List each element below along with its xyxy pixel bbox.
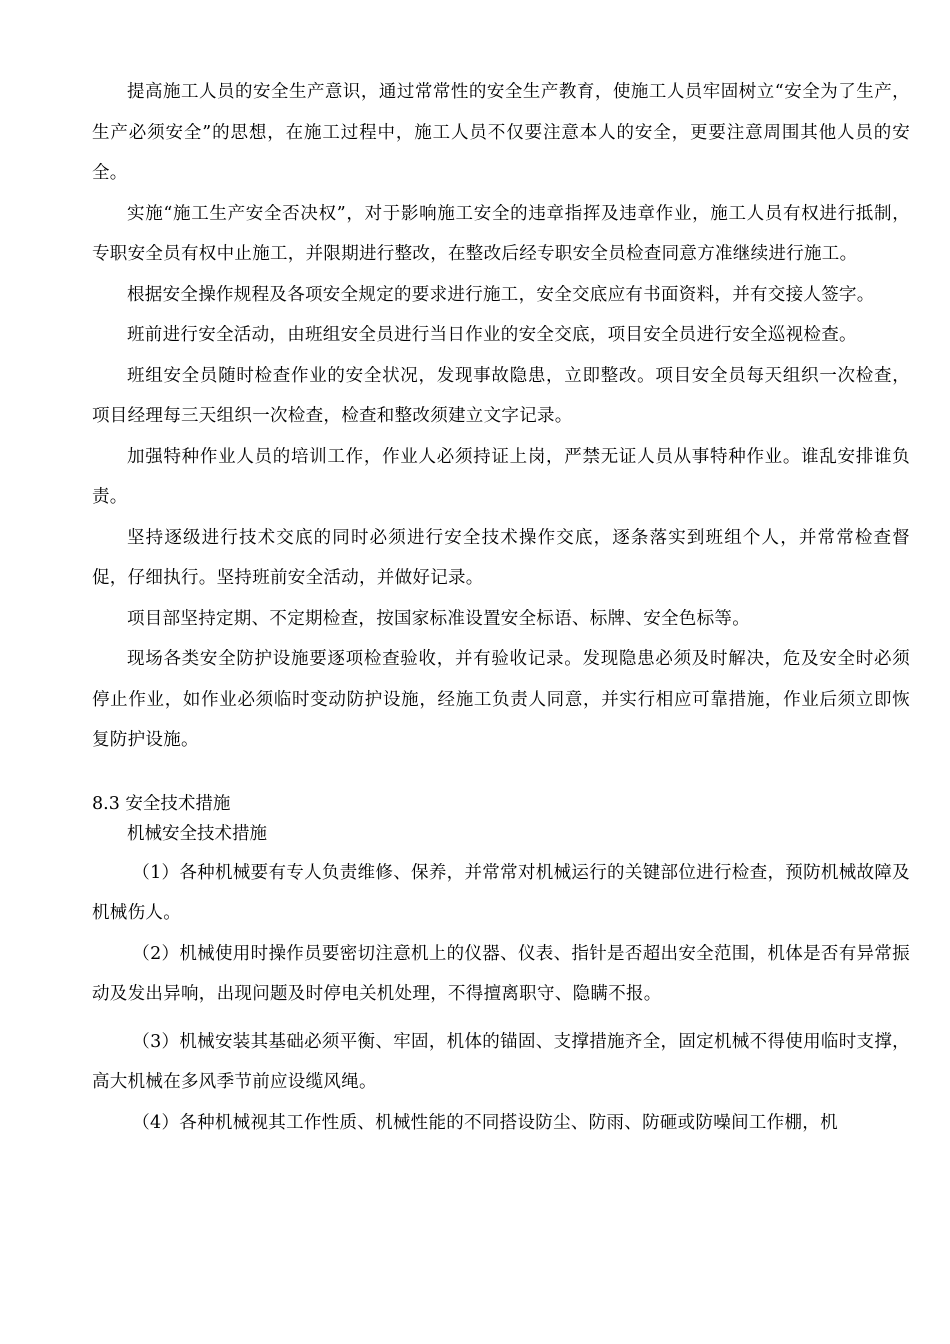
spacer [92,1015,910,1022]
paragraph-safety-veto: 实施“施工生产安全否决权”，对于影响施工安全的违章指挥及违章作业，施工人员有权进行抵制，专职安全员有权中止施工，并限期进行整改，在整改后经专职安全员检查同意方准继续进行施工。 [92,203,910,264]
list-item: （3）机械安装其基础必须平衡、牢固，机体的锚固、支撑措施齐全，固定机械不得使用临时支撑，高大机械在多风季节前应设缆风绳。 [92,1031,910,1092]
paragraph-pre-shift-activity: 班前进行安全活动，由班组安全员进行当日作业的安全交底，项目安全员进行安全巡视检查。 [127,325,857,345]
paragraph-inspection: 班组安全员随时检查作业的安全状况，发现事故隐患，立即整改。项目安全员每天组织一次检查，项目经理每三天组织一次检查，检查和整改须建立文字记录。 [92,365,910,426]
paragraph-technical-briefing: 坚持逐级进行技术交底的同时必须进行安全技术操作交底，逐条落实到班组个人，并常常检查督促，仔细执行。坚持班前安全活动，并做好记录。 [92,527,910,588]
section-subheading: 机械安全技术措施 [127,823,267,844]
paragraph-special-operations: 加强特种作业人员的培训工作，作业人必须持证上岗，严禁无证人员从事特种作业。谁乱安排谁负责。 [92,446,910,507]
paragraph-protective-facilities: 现场各类安全防护设施要逐项检查验收，并有验收记录。发现隐患必须及时解决，危及安全时必须停止作业，如作业必须临时变动防护设施，经施工负责人同意，并实行相应可靠措施，作业后须立即恢复防护设施。 [92,649,910,750]
list-item: （4）各种机械视其工作性质、机械性能的不同搭设防尘、防雨、防砸或防噪间工作棚，机 [132,1112,838,1133]
paragraph-operating-rules: 根据安全操作规程及各项安全规定的要求进行施工，安全交底应有书面资料，并有交接人签字。 [127,284,875,305]
section-heading: 8.3 安全技术措施 [92,793,231,814]
paragraph-periodic-checks: 项目部坚持定期、不定期检查，按国家标准设置安全标语、标牌、安全色标等。 [127,608,750,629]
document-page [92,72,910,1143]
list-item: （2）机械使用时操作员要密切注意机上的仪器、仪表、指针是否超出安全范围，机体是否有异常振动及发出异响，出现问题及时停电关机处理，不得擅离职守、隐瞒不报。 [92,943,910,1004]
list-item: （1）各种机械要有专人负责维修、保养，并常常对机械运行的关键部位进行检查，预防机械故障及机械伤人。 [92,862,910,923]
paragraph-safety-awareness: 提高施工人员的安全生产意识，通过常常性的安全生产教育，使施工人员牢固树立“安全为了生产，生产必须安全”的思想，在施工过程中，施工人员不仅要注意本人的安全，更要注意周围其他人员的安全。 [92,82,910,183]
